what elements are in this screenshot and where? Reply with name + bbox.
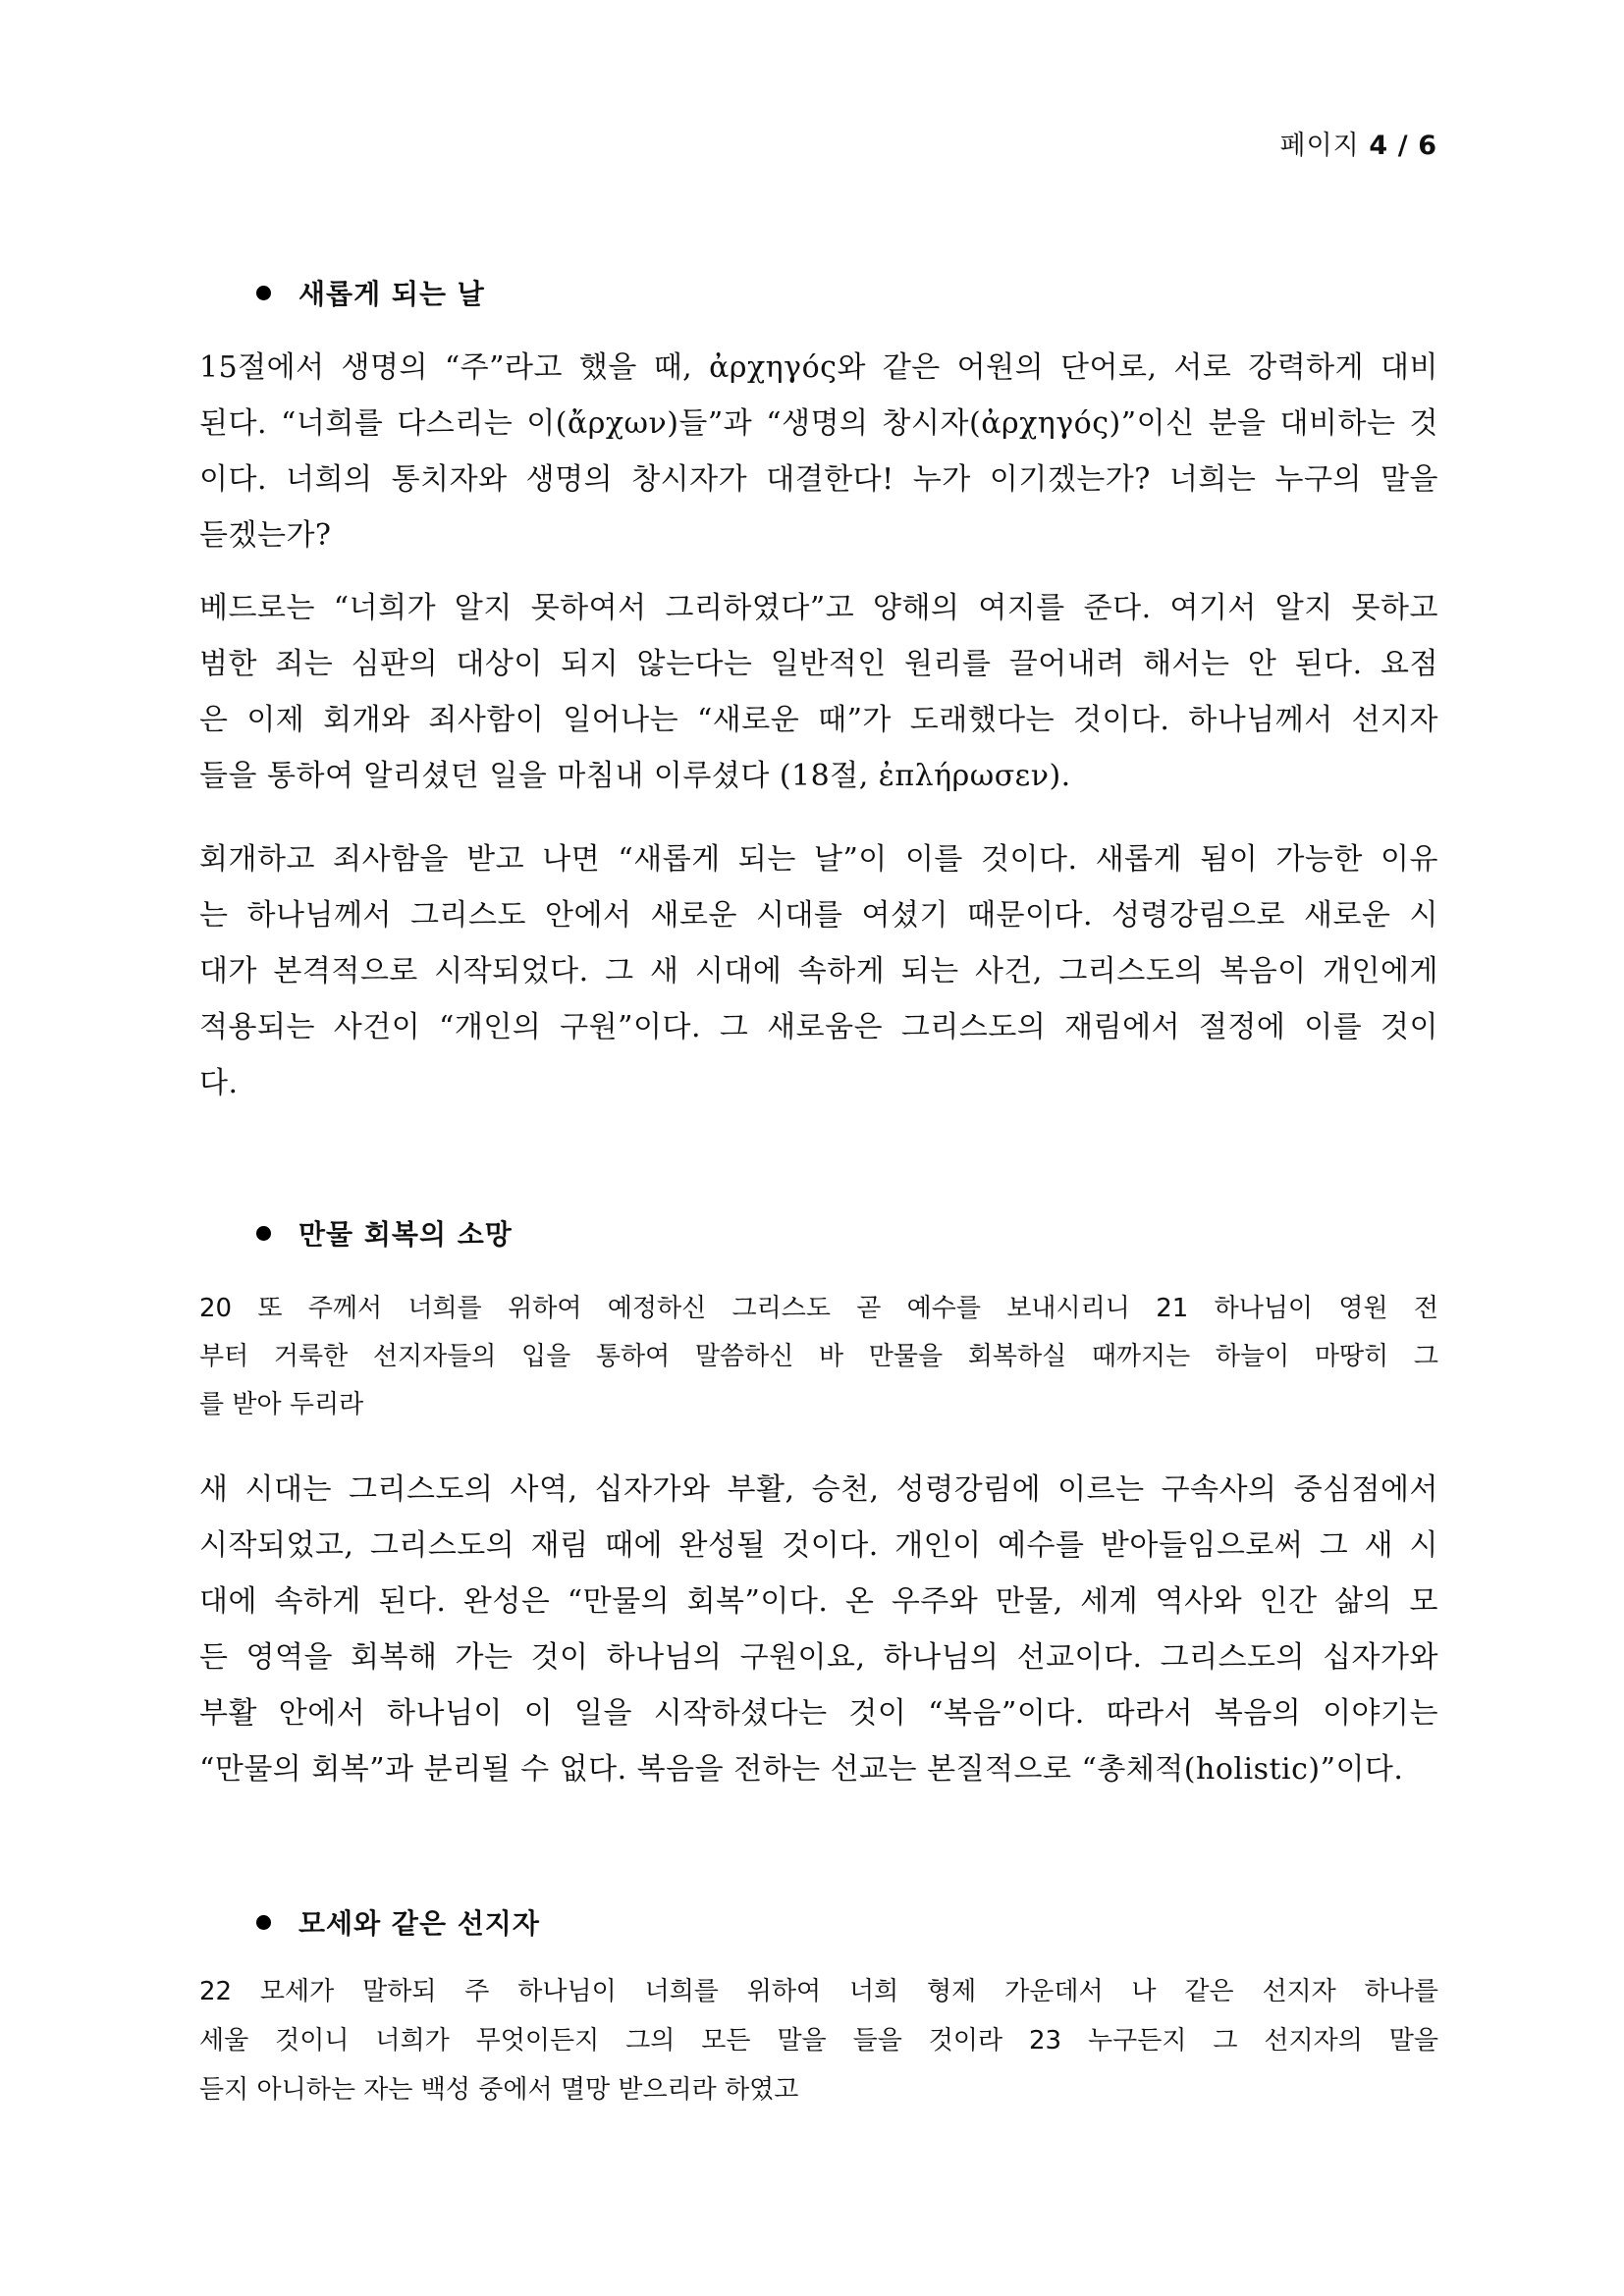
paragraph: 새 시대는 그리스도의 사역, 십자가와 부활, 승천, 성령강림에 이르는 구속사의 중심점에서 시작되었고, 그리스도의 재림 때에 완성될 것이다. 개인이 예수를 받아들임으로써 그 새 시 대에 속하게 된다. 완성은 “만물의 회복”이다. 온 우주와 만물, 세계 역사와 인간 삶의 모 든 영역을 회복해 가는 것이 하나님의 구원이요, 하나님의 선교이다. 그리스도의 십자가와 부활 안에서 하나님이 이 일을 시작하셨다는 것이 “복음”이다. 따라서 복음의 이야기는 “만물의 회복”과 분리될 수 없다. 복음을 전하는 선교는 본질적으로 “총체적(holistic)”이다.	[199, 1472, 1438, 1787]
scripture-quote: 20 또 주께서 너희를 위하여 예정하신 그리스도 곧 예수를 보내시리니 21 하나님이 영원 전 부터 거룩한 선지자들의 입을 통하여 말씀하신 바 만물을 회복하실 때까지는 하늘이 마땅히 그 를 받아 두리라	[199, 1294, 1438, 1419]
page-separator: /	[1397, 131, 1409, 161]
bullet-icon	[256, 1226, 271, 1241]
section-heading: 만물 회복의 소망	[256, 1213, 513, 1253]
paragraph: 회개하고 죄사함을 받고 나면 “새롭게 되는 날”이 이를 것이다. 새롭게 됨이 가능한 이유 는 하나님께서 그리스도 안에서 새로운 시대를 여셨기 때문이다. 성령강림으로 새로운 시 대가 본격적으로 시작되었다. 그 새 시대에 속하게 되는 사건, 그리스도의 복음이 개인에게 적용되는 사건이 “개인의 구원”이다. 그 새로움은 그리스도의 재림에서 절정에 이를 것이 다.	[199, 842, 1438, 1100]
paragraph: 15절에서 생명의 “주”라고 했을 때, ἀρχηγός와 같은 어원의 단어로, 서로 강력하게 대비 된다. “너희를 다스리는 이(ἄρχων)들”과 “생명의 창시자(ἀρχηγός)”이신 분을 대비하는 것 이다. 너희의 통치자와 생명의 창시자가 대결한다! 누가 이기겠는가? 너희는 누구의 말을 듣겠는가?	[199, 350, 1438, 553]
current-page: 4	[1369, 131, 1389, 161]
bullet-icon	[256, 1915, 271, 1930]
paragraph: 베드로는 “너희가 알지 못하여서 그리하였다”고 양해의 여지를 준다. 여기서 알지 못하고 범한 죄는 심판의 대상이 되지 않는다는 일반적인 원리를 끌어내려 해서는 안 된다. 요점 은 이제 회개와 죄사함이 일어나는 “새로운 때”가 도래했다는 것이다. 하나님께서 선지자 들을 통하여 알리셨던 일을 마침내 이루셨다 (18절, ἐπλήρωσεν).	[199, 591, 1438, 793]
page-number	[1280, 124, 1438, 162]
page-label: 페이지	[1279, 131, 1360, 161]
total-pages: 6	[1418, 131, 1437, 161]
bullet-icon	[256, 286, 271, 300]
scripture-quote: 22 모세가 말하되 주 하나님이 너희를 위하여 너희 형제 가운데서 나 같은 선지자 하나를 세울 것이니 너희가 무엇이든지 그의 모든 말을 들을 것이라 23 누구든지 그 선지자의 말을 듣지 아니하는 자는 백성 중에서 멸망 받으리라 하였고	[199, 1977, 1438, 2105]
section-heading: 모세와 같은 선지자	[256, 1902, 540, 1942]
section-heading: 새롭게 되는 날	[256, 273, 485, 312]
